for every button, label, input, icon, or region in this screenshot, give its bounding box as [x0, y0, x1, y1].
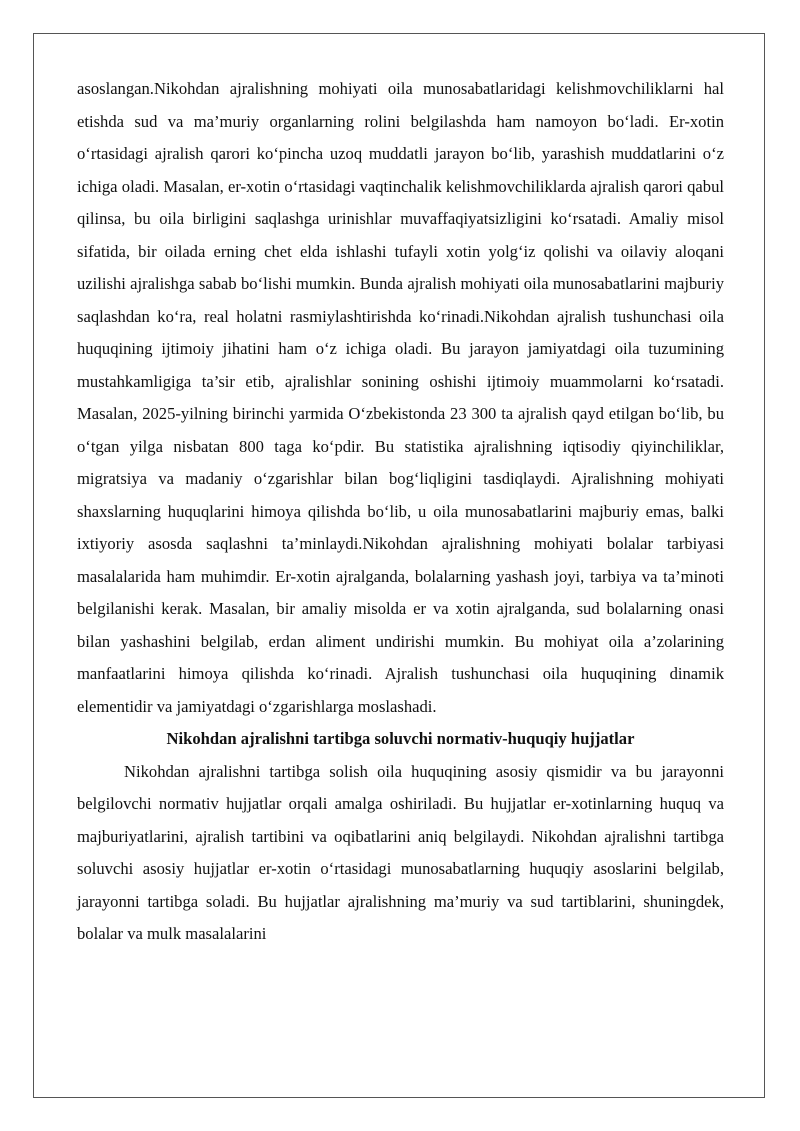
body-paragraph: asoslangan.Nikohdan ajralishning mohiyati oila munosabatlaridagi kelishmovchiliklarni hal etishda sud va ma’muriy organlarning rolini belgilashda ham namoyon bo‘ladi. Er-xotin o‘rtasidagi ajralish qarori ko‘pincha uzoq muddatli jarayon bo‘lib, yarashish muddatlarini o‘z ichiga oladi. Masalan, er-xotin o‘rtasidagi vaqtinchalik kelishmovchiliklarda ajralish qarori qabul qilinsa, bu oila birligini saqlashga urinishlar muvaffaqiyatsizligini ko‘rsatadi. Amaliy misol sifatida, bir oilada erning chet elda ishlashi tufayli xotin yolg‘iz qolishi va oilaviy aloqani uzilishi ajralishga sabab bo‘lishi mumkin. Bunda ajralish mohiyati oila munosabatlarini majburiy saqlashdan ko‘ra, real holatni rasmiylashtirishda ko‘rinadi.Nikohdan ajralish tushunchasi oila huquqining ijtimoiy jihatini ham o‘z ichiga oladi. Bu jarayon jamiyatdagi oila tuzumining mustahkamligiga ta’sir etib, ajralishlar sonining oshishi ijtimoiy muammolarni ko‘rsatadi. Masalan, 2025-yilning birinchi yarmida O‘zbekistonda 23 300 ta ajralish qayd etilgan bo‘lib, bu o‘tgan yilga nisbatan 800 taga ko‘pdir. Bu statistika ajralishning iqtisodiy qiyinchiliklar, migratsiya va madaniy o‘zgarishlar bilan bog‘liqligini tasdiqlaydi. Ajralishning mohiyati shaxslarning huquqlarini himoya qilishda bo‘lib, u oila munosabatlarini majburiy emas, balki ixtiyoriy asosda saqlashni ta’minlaydi.Nikohdan ajralishning mohiyati bolalar tarbiyasi masalalarida ham muhimdir. Er-xotin ajralganda, bolalarning yashash joyi, tarbiya va ta’minoti belgilanishi kerak. Masalan, bir amaliy misolda er va xotin ajralganda, sud bolalarning onasi bilan yashashini belgilab, erdan aliment undirishi mumkin. Bu mohiyat oila a’zolarining manfaatlarini himoya qilishda ko‘rinadi. Ajralish tushunchasi oila huquqining dinamik elementidir va jamiyatdagi o‘zgarishlarga moslashadi.: [77, 79, 724, 716]
section-heading: Nikohdan ajralishni tartibga soluvchi normativ-huquqiy hujjatlar: [166, 729, 635, 748]
body-paragraph: Nikohdan ajralishni tartibga solish oila huquqining asosiy qismidir va bu jarayonni belgilovchi normativ hujjatlar orqali amalga oshiriladi. Bu hujjatlar er-xotinlarning huquq va majburiyatlarini, ajralish tartibini va oqibatlarini aniq belgilaydi. Nikohdan ajralishni tartibga soluvchi asosiy hujjatlar er-xotin o‘rtasidagi munosabatlarning huquqiy asoslarini belgilab, jarayonni tartibga soladi. Bu hujjatlar ajralishning ma’muriy va sud tartiblarini, shuningdek, bolalar va mulk masalalarini: [77, 761, 724, 943]
document-body: [77, 73, 724, 951]
